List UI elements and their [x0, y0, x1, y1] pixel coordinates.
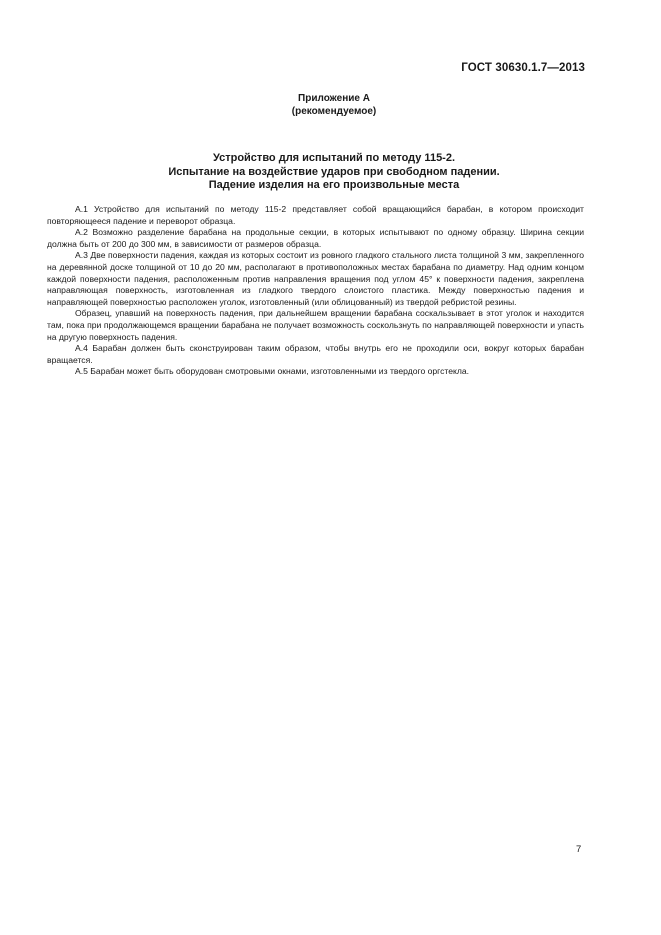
- annex-heading: [0, 92, 661, 118]
- standard-number: ГОСТ 30630.1.7—2013: [461, 62, 585, 74]
- annex-title: Приложение А: [298, 93, 370, 104]
- paragraph-a4: А.4 Барабан должен быть сконструирован таким образом, чтобы внутрь его не проходили оси, вокруг которых барабан вращается.: [47, 343, 584, 365]
- title-line-2: Испытание на воздействие ударов при свободном падении.: [168, 165, 500, 178]
- paragraph-a3-continued: Образец, упавший на поверхность падения, при дальнейшем вращении барабана соскальзывает в этот уголок и находится там, пока при продолжающемся вращении барабана не получает возможность соскользнуть по направляющей поверхности и упасть на другую поверхность падения.: [47, 308, 584, 342]
- paragraph-a2: А.2 Возможно разделение барабана на продольные секции, в которых испытывают по одному образцу. Ширина секции должна быть от 200 до 300 мм, в зависимости от размеров образца.: [47, 227, 584, 249]
- body-text: [47, 204, 584, 378]
- title-line-3: Падение изделия на его произвольные места: [208, 179, 460, 191]
- page-number: 7: [576, 844, 582, 855]
- annex-main-title: [0, 152, 661, 193]
- paragraph-a3: А.3 Две поверхности падения, каждая из которых состоит из ровного гладкого стального листа толщиной 3 мм, закрепленного на деревянной доске толщиной от 10 до 20 мм, располагают в противоположных местах барабана по диаметру. Над одним концом каждой поверхности падения, расположенным против направления вращения под углом 45° к поверхности падения, закреплена направляющая поверхность, изготовленная из гладкого твердого слоистого пластика. Между поверхностью падения и направляющей поверхностью расположен уголок, изготовленный (или облицованный) из твердой ребристой резины.: [47, 250, 584, 307]
- title-line-1: Устройство для испытаний по методу 115-2.: [212, 152, 456, 164]
- paragraph-a5: А.5 Барабан может быть оборудован смотровыми окнами, изготовленными из твердого оргстекла.: [75, 366, 470, 377]
- annex-status: (рекомендуемое): [291, 106, 377, 117]
- paragraph-a1: А.1 Устройство для испытаний по методу 115-2 представляет собой вращающийся барабан, в котором происходит повторяющееся падение и переворот образца.: [47, 204, 584, 226]
